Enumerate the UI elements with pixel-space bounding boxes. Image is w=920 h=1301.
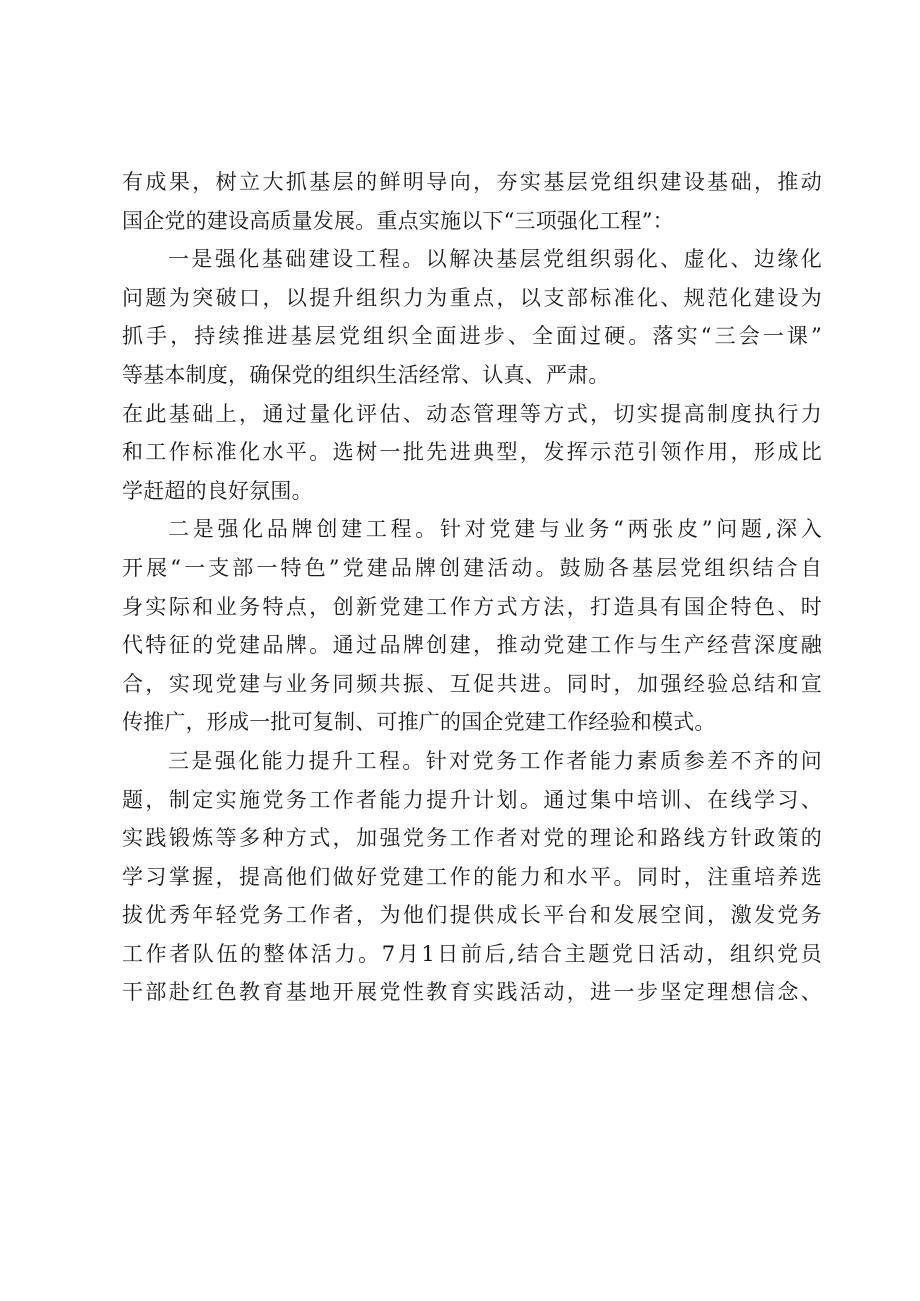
text-line: 实践锻炼等多种方式，加强党务工作者对党的理论和路线方针政策的 [122, 826, 822, 851]
text-line: 等基本制度，确保党的组织生活经常、认真、严肃。 [122, 362, 610, 387]
text-line: 学习掌握，提高他们做好党建工作的能力和水平。同时，注重培养选 [122, 864, 822, 889]
text-line: 身实际和业务特点，创新党建工作方式方法，打造具有国企特色、时 [122, 594, 822, 619]
text-line: 工作者队伍的整体活力。7月1日前后,结合主题党日活动，组织党员 [122, 941, 822, 966]
text-line: 传推广，形成一批可复制、可推广的国企党建工作经验和模式。 [122, 710, 716, 735]
text-line: 学赶超的良好氛围。 [122, 478, 313, 503]
text-line: 代特征的党建品牌。通过品牌创建，推动党建工作与生产经营深度融 [122, 633, 822, 658]
paragraph-first-line: 三是强化能力提升工程。针对党务工作者能力素质参差不齐的问 [168, 748, 822, 773]
body-text [122, 163, 822, 1012]
text-line: 干部赴红色教育基地开展党性教育实践活动，进一步坚定理想信念、 [122, 980, 822, 1005]
paragraph-first-line: 二是强化品牌创建工程。针对党建与业务“两张皮”问题,深入 [168, 517, 822, 542]
text-line: 国企党的建设高质量发展。重点实施以下“三项强化工程”： [122, 208, 674, 233]
text-line: 有成果，树立大抓基层的鲜明导向，夯实基层党组织建设基础，推动 [122, 170, 822, 194]
text-line: 抓手，持续推进基层党组织全面进步、全面过硬。落实“三会一课” [122, 324, 822, 349]
text-line: 在此基础上，通过量化评估、动态管理等方式，切实提高制度执行力 [122, 401, 822, 426]
text-line: 问题为突破口，以提升组织力为重点，以支部标准化、规范化建设为 [122, 285, 822, 310]
text-line: 开展“一支部一特色”党建品牌创建活动。鼓励各基层党组织结合自 [122, 555, 822, 580]
text-line: 拔优秀年轻党务工作者，为他们提供成长平台和发展空间，激发党务 [122, 903, 822, 928]
paragraph-first-line: 一是强化基础建设工程。以解决基层党组织弱化、虚化、边缘化 [168, 247, 822, 272]
text-line: 题，制定实施党务工作者能力提升计划。通过集中培训、在线学习、 [122, 787, 822, 812]
text-line: 和工作标准化水平。选树一批先进典型，发挥示范引领作用，形成比 [122, 440, 822, 465]
text-line: 合，实现党建与业务同频共振、互促共进。同时，加强经验总结和宣 [122, 671, 822, 696]
